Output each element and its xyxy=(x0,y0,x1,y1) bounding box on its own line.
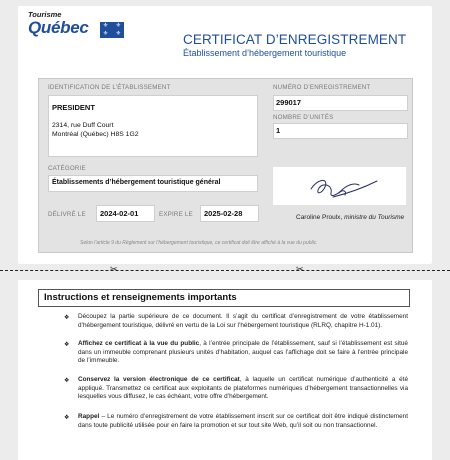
expires-date: 2025-02-28 xyxy=(204,209,243,218)
units-box xyxy=(273,123,408,139)
certificate-subtitle: Établissement d’hébergement touristique xyxy=(183,48,347,58)
instruction-item: Conservez la version électronique de ce certificat, à laquelle un certificat numérique d’authenticité a été appliqué. Transmettez ce certificat aux exploitants de plateformes numériques d’hébergement transactionnelles via lesquelles vous diffusez, le cas échéant, votre offre d’hébergement. xyxy=(78,376,408,401)
bullet-icon: ❖ xyxy=(64,315,70,321)
establishment-name: PRESIDENT xyxy=(52,103,95,112)
address-line1: 2314, rue Duff Court xyxy=(52,122,114,129)
expires-label: EXPIRE LE xyxy=(159,211,193,218)
category-label: CATÉGORIE xyxy=(48,165,86,172)
issued-label: DÉLIVRÉ LE xyxy=(48,211,86,218)
reg-label: NUMÉRO D’ENREGISTREMENT xyxy=(273,84,371,91)
instructions-title: Instructions et renseignements importants xyxy=(44,292,237,303)
units-label: NOMBRE D’UNITÉS xyxy=(273,114,334,121)
instructions-sheet xyxy=(18,280,432,460)
quebec-flag-icon: ⚜ ⚜ ⚜ ⚜ xyxy=(100,22,124,38)
bullet-icon: ❖ xyxy=(64,342,70,348)
bullet-icon: ❖ xyxy=(64,415,70,421)
category-value: Établissements d’hébergement touristique général xyxy=(52,179,221,186)
units-value: 1 xyxy=(276,126,281,135)
id-label: IDENTIFICATION DE L’ÉTABLISSEMENT xyxy=(48,84,171,91)
cut-line xyxy=(0,270,450,271)
scissors-icon: ✂ xyxy=(110,264,118,274)
issued-date: 2024-02-01 xyxy=(100,209,139,218)
instruction-item: Affichez ce certificat à la vue du public, à l’entrée principale de l’établissement, sauf si l’établissement est situé dans un immeuble comprenant plusieurs unités d’habitation, auquel cas l’affichage doit se faire à l’entrée principale de l’immeuble. xyxy=(78,340,408,365)
address-line2: Montréal (Québec) H8S 1G2 xyxy=(52,131,139,138)
signature-area xyxy=(273,167,406,205)
instruction-item: Découpez la partie supérieure de ce document. Il s’agit du certificat d’enregistrement de votre établissement d’hébergement touristique, délivré en vertu de la Loi sur l’hébergement touristique (RLRQ, chapitre H-1.01). xyxy=(78,313,408,329)
scissors-icon: ✂ xyxy=(296,264,304,274)
bullet-icon: ❖ xyxy=(64,378,70,384)
footnote: Selon l’article 9 du Règlement sur l’hébergement touristique, ce certificat doit être affiché à la vue du public. xyxy=(80,240,318,246)
tourisme-quebec-logo: Tourisme Québec ⚜ ⚜ ⚜ ⚜ xyxy=(28,10,89,38)
instruction-item: Rappel – Le numéro d’enregistrement de votre établissement inscrit sur ce certificat doit être indiqué distinctement dans toute publicité utilisée pour en faire la promotion et sur tout site Web, qu’il soit ou non transactionnel. xyxy=(78,413,408,429)
reg-number: 299017 xyxy=(276,98,302,107)
signature-image xyxy=(273,167,406,205)
certificate-title: CERTIFICAT D’ENREGISTREMENT xyxy=(183,32,407,47)
signatory: Caroline Proulx, ministre du Tourisme xyxy=(296,214,405,221)
